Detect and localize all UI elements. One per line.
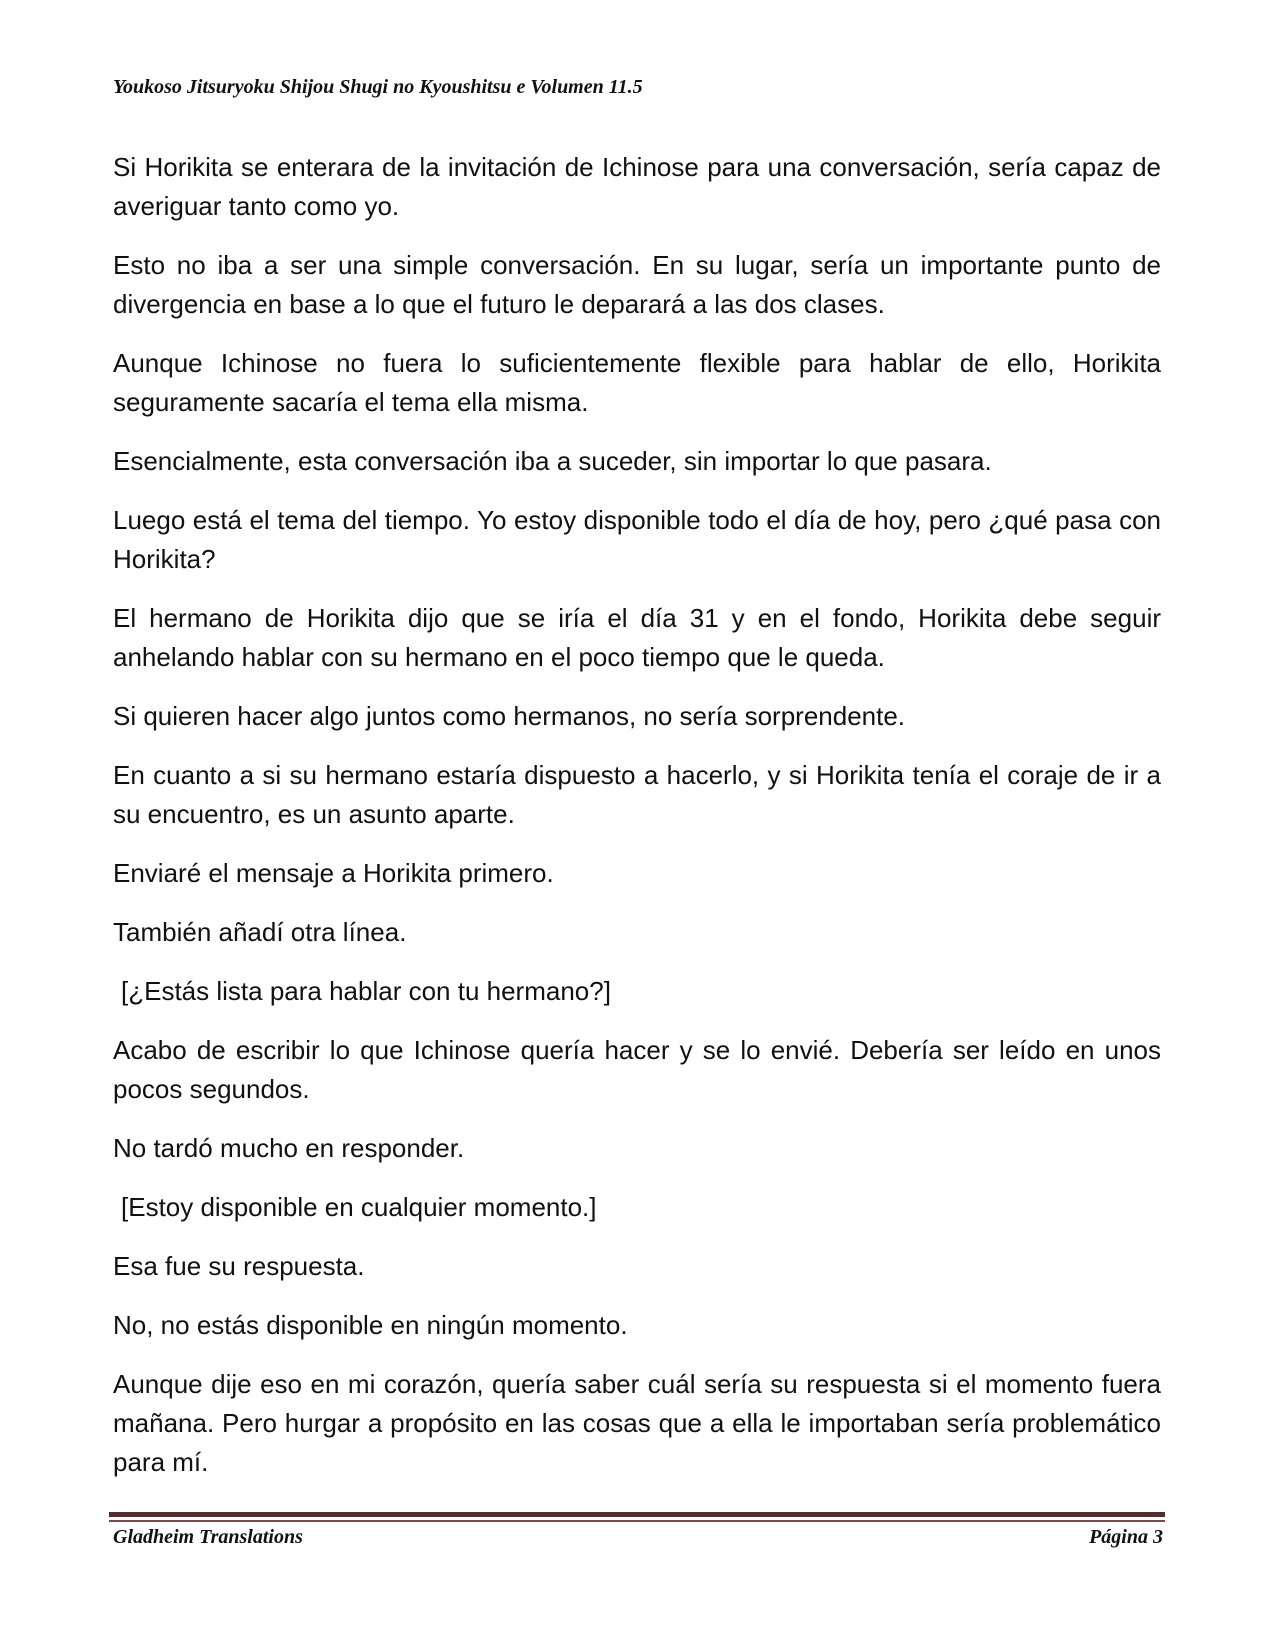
- paragraph: Aunque dije eso en mi corazón, quería saber cuál sería su respuesta si el momento fuera mañana. Pero hurgar a propósito en las cosas que a ella le importaban sería problemático para mí.: [113, 1369, 1161, 1477]
- footer-rule: [109, 1512, 1165, 1517]
- footer-translator-credit: Gladheim Translations: [113, 1526, 303, 1548]
- paragraph: No, no estás disponible en ningún momento.: [113, 1310, 628, 1340]
- paragraph: Aunque Ichinose no fuera lo suficientemente flexible para hablar de ello, Horikita seguramente sacaría el tema ella misma.: [113, 348, 1161, 417]
- footer-page-number: Página 3: [1089, 1526, 1163, 1548]
- paragraph: En cuanto a si su hermano estaría dispuesto a hacerlo, y si Horikita tenía el coraje de ir a su encuentro, es un asunto aparte.: [113, 760, 1161, 829]
- paragraph: No tardó mucho en responder.: [113, 1133, 465, 1163]
- paragraph: Si quieren hacer algo juntos como hermanos, no sería sorprendente.: [113, 701, 906, 731]
- paragraph: Enviaré el mensaje a Horikita primero.: [113, 858, 554, 888]
- paragraph: Esencialmente, esta conversación iba a suceder, sin importar lo que pasara.: [113, 446, 992, 476]
- paragraph: Esto no iba a ser una simple conversación. En su lugar, sería un importante punto de divergencia en base a lo que el futuro le deparará a las dos clases.: [113, 250, 1161, 319]
- message-quote: [Estoy disponible en cualquier momento.]: [121, 1192, 597, 1222]
- paragraph: El hermano de Horikita dijo que se iría el día 31 y en el fondo, Horikita debe seguir anhelando hablar con su hermano en el poco tiempo que le queda.: [113, 603, 1161, 672]
- paragraph: Luego está el tema del tiempo. Yo estoy disponible todo el día de hoy, pero ¿qué pasa con Horikita?: [113, 505, 1161, 574]
- body-text: [113, 148, 1161, 1502]
- paragraph: Acabo de escribir lo que Ichinose quería hacer y se lo envié. Debería ser leído en unos pocos segundos.: [113, 1035, 1161, 1104]
- footer-rule-thin: [109, 1520, 1165, 1522]
- paragraph: Esa fue su respuesta.: [113, 1251, 365, 1281]
- paragraph: También añadí otra línea.: [113, 917, 407, 947]
- message-quote: [¿Estás lista para hablar con tu hermano?]: [121, 976, 611, 1006]
- running-header-title: Youkoso Jitsuryoku Shijou Shugi no Kyoushitsu e Volumen 11.5: [113, 76, 643, 98]
- paragraph: Si Horikita se enterara de la invitación de Ichinose para una conversación, sería capaz de averiguar tanto como yo.: [113, 152, 1161, 221]
